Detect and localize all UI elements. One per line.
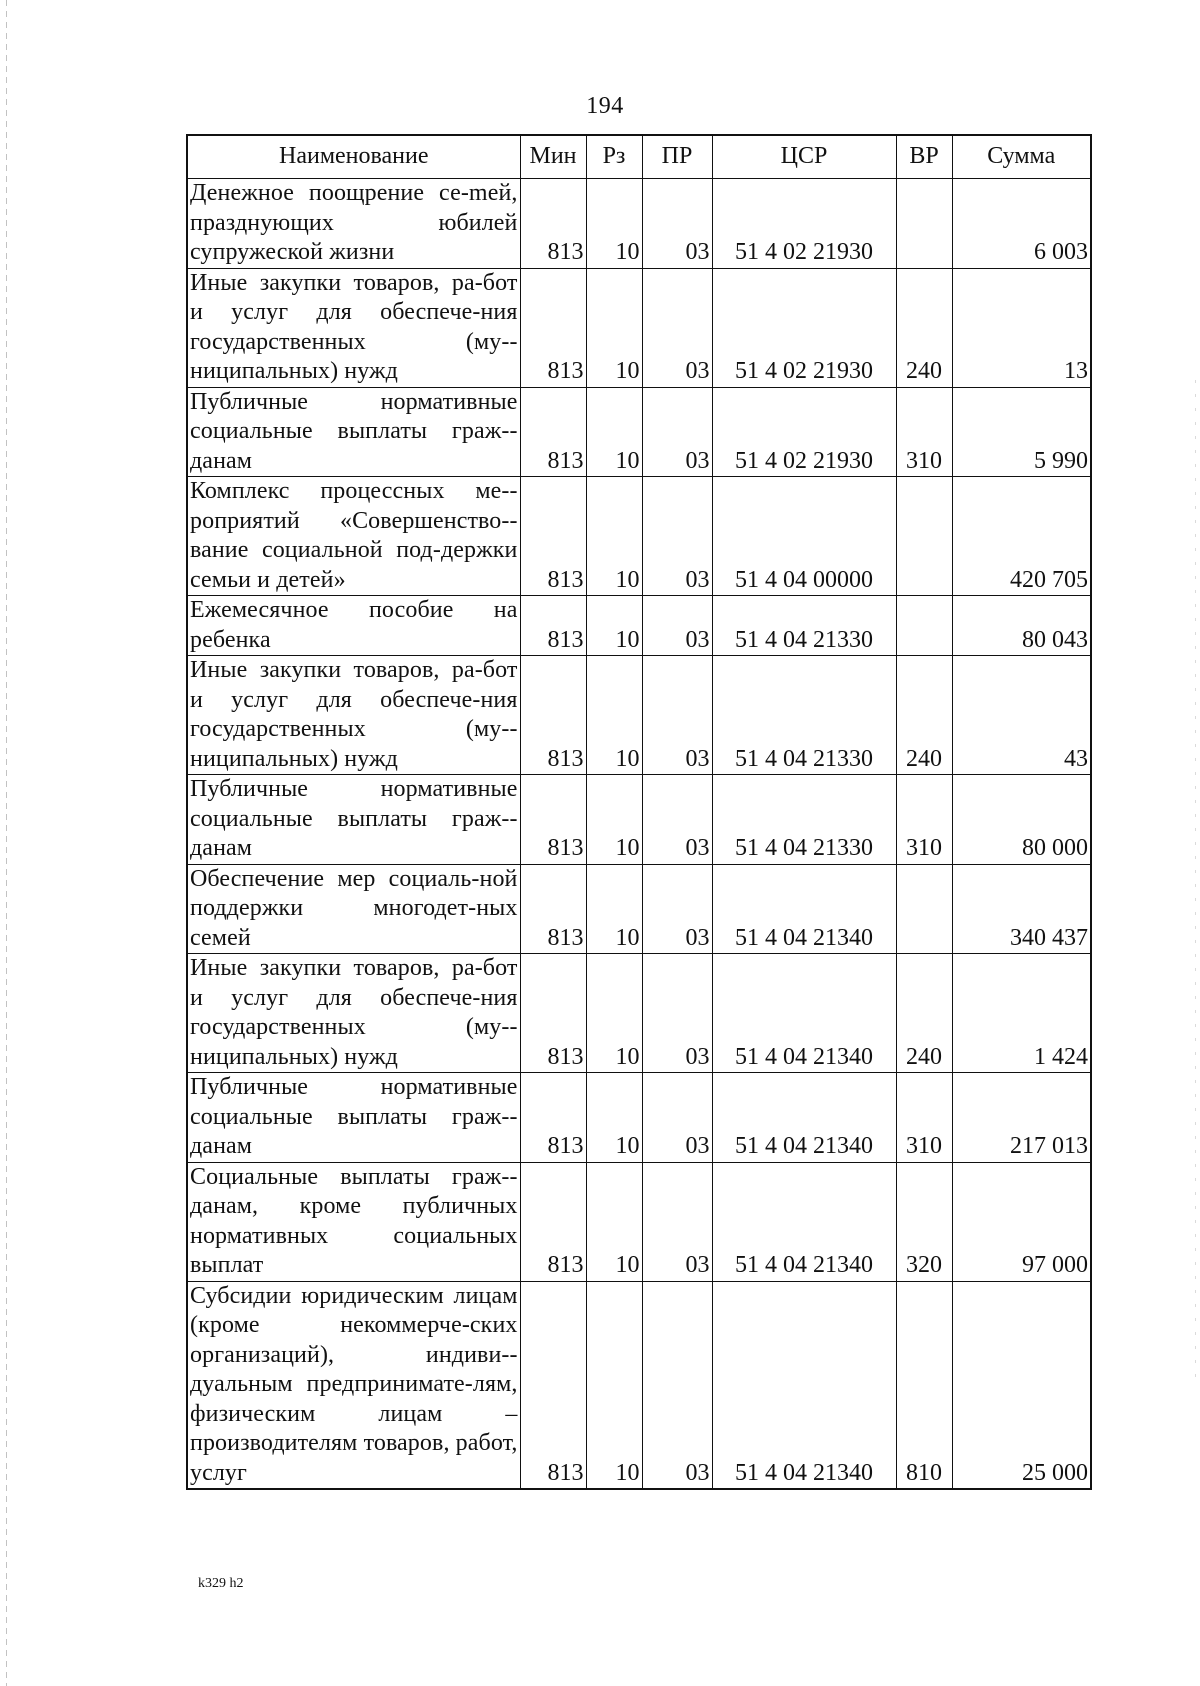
table-row xyxy=(187,179,1091,269)
table-row xyxy=(187,656,1091,775)
cell-min: 813 xyxy=(520,1073,586,1163)
cell-sum: 340 437 xyxy=(952,864,1091,954)
cell-min: 813 xyxy=(520,387,586,477)
cell-rz: 10 xyxy=(586,1073,642,1163)
cell-csr: 51 4 04 21340 xyxy=(712,954,896,1073)
cell-min: 813 xyxy=(520,954,586,1073)
cell-pr: 03 xyxy=(642,775,712,865)
cell-min: 813 xyxy=(520,1162,586,1281)
cell-pr: 03 xyxy=(642,864,712,954)
cell-rz: 10 xyxy=(586,864,642,954)
cell-name: Иные закупки товаров, ра-бот и услуг для обеспече-ния государственных (му-ниципальных) нужд xyxy=(187,656,520,775)
header-vr: ВР xyxy=(896,135,952,179)
cell-vr xyxy=(896,477,952,596)
cell-vr xyxy=(896,179,952,269)
cell-sum: 1 424 xyxy=(952,954,1091,1073)
cell-sum: 25 000 xyxy=(952,1281,1091,1489)
cell-pr: 03 xyxy=(642,656,712,775)
cell-rz: 10 xyxy=(586,954,642,1073)
cell-csr: 51 4 02 21930 xyxy=(712,387,896,477)
table-row xyxy=(187,775,1091,865)
scan-edge-mark xyxy=(1195,380,1196,1380)
cell-sum: 217 013 xyxy=(952,1073,1091,1163)
cell-sum: 80 043 xyxy=(952,596,1091,656)
cell-rz: 10 xyxy=(586,179,642,269)
cell-pr: 03 xyxy=(642,179,712,269)
cell-vr: 310 xyxy=(896,387,952,477)
cell-vr: 240 xyxy=(896,268,952,387)
cell-vr: 810 xyxy=(896,1281,952,1489)
cell-csr: 51 4 04 21340 xyxy=(712,1073,896,1163)
cell-name: Комплекс процессных ме-роприятий «Совершенство-вание социальной под-держки семьи и детей» xyxy=(187,477,520,596)
cell-name: Обеспечение мер социаль-ной поддержки многодет-ных семей xyxy=(187,864,520,954)
cell-vr: 240 xyxy=(896,954,952,1073)
header-name: Наименование xyxy=(187,135,520,179)
cell-vr: 310 xyxy=(896,775,952,865)
cell-csr: 51 4 04 21340 xyxy=(712,1281,896,1489)
table-row xyxy=(187,268,1091,387)
cell-csr: 51 4 04 21340 xyxy=(712,864,896,954)
cell-sum: 6 003 xyxy=(952,179,1091,269)
cell-min: 813 xyxy=(520,179,586,269)
cell-rz: 10 xyxy=(586,387,642,477)
cell-name: Публичные нормативные социальные выплаты граж-данам xyxy=(187,1073,520,1163)
table-row xyxy=(187,477,1091,596)
cell-sum: 13 xyxy=(952,268,1091,387)
cell-csr: 51 4 04 21330 xyxy=(712,775,896,865)
table-row xyxy=(187,954,1091,1073)
cell-name: Ежемесячное пособие на ребенка xyxy=(187,596,520,656)
cell-vr xyxy=(896,596,952,656)
cell-csr: 51 4 04 21340 xyxy=(712,1162,896,1281)
cell-min: 813 xyxy=(520,477,586,596)
header-csr: ЦСР xyxy=(712,135,896,179)
cell-min: 813 xyxy=(520,596,586,656)
cell-csr: 51 4 02 21930 xyxy=(712,179,896,269)
cell-name: Публичные нормативные социальные выплаты граж-данам xyxy=(187,387,520,477)
cell-pr: 03 xyxy=(642,1073,712,1163)
cell-sum: 5 990 xyxy=(952,387,1091,477)
cell-rz: 10 xyxy=(586,596,642,656)
cell-sum: 43 xyxy=(952,656,1091,775)
scan-edge-mark xyxy=(6,0,7,1686)
cell-pr: 03 xyxy=(642,477,712,596)
cell-name: Субсидии юридическим лицам (кроме некоммерче-ских организаций), индиви-дуальным предпринимате-лям, физическим лицам – производителям товаров, работ, услуг xyxy=(187,1281,520,1489)
cell-sum: 80 000 xyxy=(952,775,1091,865)
cell-vr: 320 xyxy=(896,1162,952,1281)
cell-csr: 51 4 04 21330 xyxy=(712,656,896,775)
header-rz: Рз xyxy=(586,135,642,179)
table-row xyxy=(187,387,1091,477)
cell-min: 813 xyxy=(520,656,586,775)
cell-rz: 10 xyxy=(586,1162,642,1281)
cell-min: 813 xyxy=(520,1281,586,1489)
cell-sum: 420 705 xyxy=(952,477,1091,596)
cell-name: Иные закупки товаров, ра-бот и услуг для обеспече-ния государственных (му-ниципальных) нужд xyxy=(187,268,520,387)
cell-pr: 03 xyxy=(642,1281,712,1489)
cell-rz: 10 xyxy=(586,268,642,387)
cell-csr: 51 4 04 00000 xyxy=(712,477,896,596)
cell-rz: 10 xyxy=(586,656,642,775)
cell-vr xyxy=(896,864,952,954)
cell-name: Денежное поощрение се-mей, празднующих юбилей супружеской жизни xyxy=(187,179,520,269)
cell-pr: 03 xyxy=(642,596,712,656)
cell-min: 813 xyxy=(520,268,586,387)
table-row xyxy=(187,596,1091,656)
cell-rz: 10 xyxy=(586,477,642,596)
table-body xyxy=(187,179,1091,1490)
cell-name: Социальные выплаты граж-данам, кроме публичных нормативных социальных выплат xyxy=(187,1162,520,1281)
cell-pr: 03 xyxy=(642,268,712,387)
cell-pr: 03 xyxy=(642,1162,712,1281)
header-sum: Сумма xyxy=(952,135,1091,179)
budget-table xyxy=(186,134,1092,1490)
cell-pr: 03 xyxy=(642,954,712,1073)
cell-name: Иные закупки товаров, ра-бот и услуг для обеспече-ния государственных (му-ниципальных) нужд xyxy=(187,954,520,1073)
table-row xyxy=(187,1073,1091,1163)
cell-csr: 51 4 04 21330 xyxy=(712,596,896,656)
cell-sum: 97 000 xyxy=(952,1162,1091,1281)
header-pr: ПР xyxy=(642,135,712,179)
cell-min: 813 xyxy=(520,775,586,865)
table-row xyxy=(187,1162,1091,1281)
header-min: Мин xyxy=(520,135,586,179)
table-header-row xyxy=(187,135,1091,179)
cell-rz: 10 xyxy=(586,1281,642,1489)
cell-csr: 51 4 02 21930 xyxy=(712,268,896,387)
cell-min: 813 xyxy=(520,864,586,954)
cell-vr: 240 xyxy=(896,656,952,775)
footer-code: k329 h2 xyxy=(198,1576,244,1591)
table-row xyxy=(187,864,1091,954)
cell-rz: 10 xyxy=(586,775,642,865)
cell-name: Публичные нормативные социальные выплаты граж-данам xyxy=(187,775,520,865)
cell-pr: 03 xyxy=(642,387,712,477)
page-number: 194 xyxy=(586,93,624,119)
cell-vr: 310 xyxy=(896,1073,952,1163)
table-row xyxy=(187,1281,1091,1489)
